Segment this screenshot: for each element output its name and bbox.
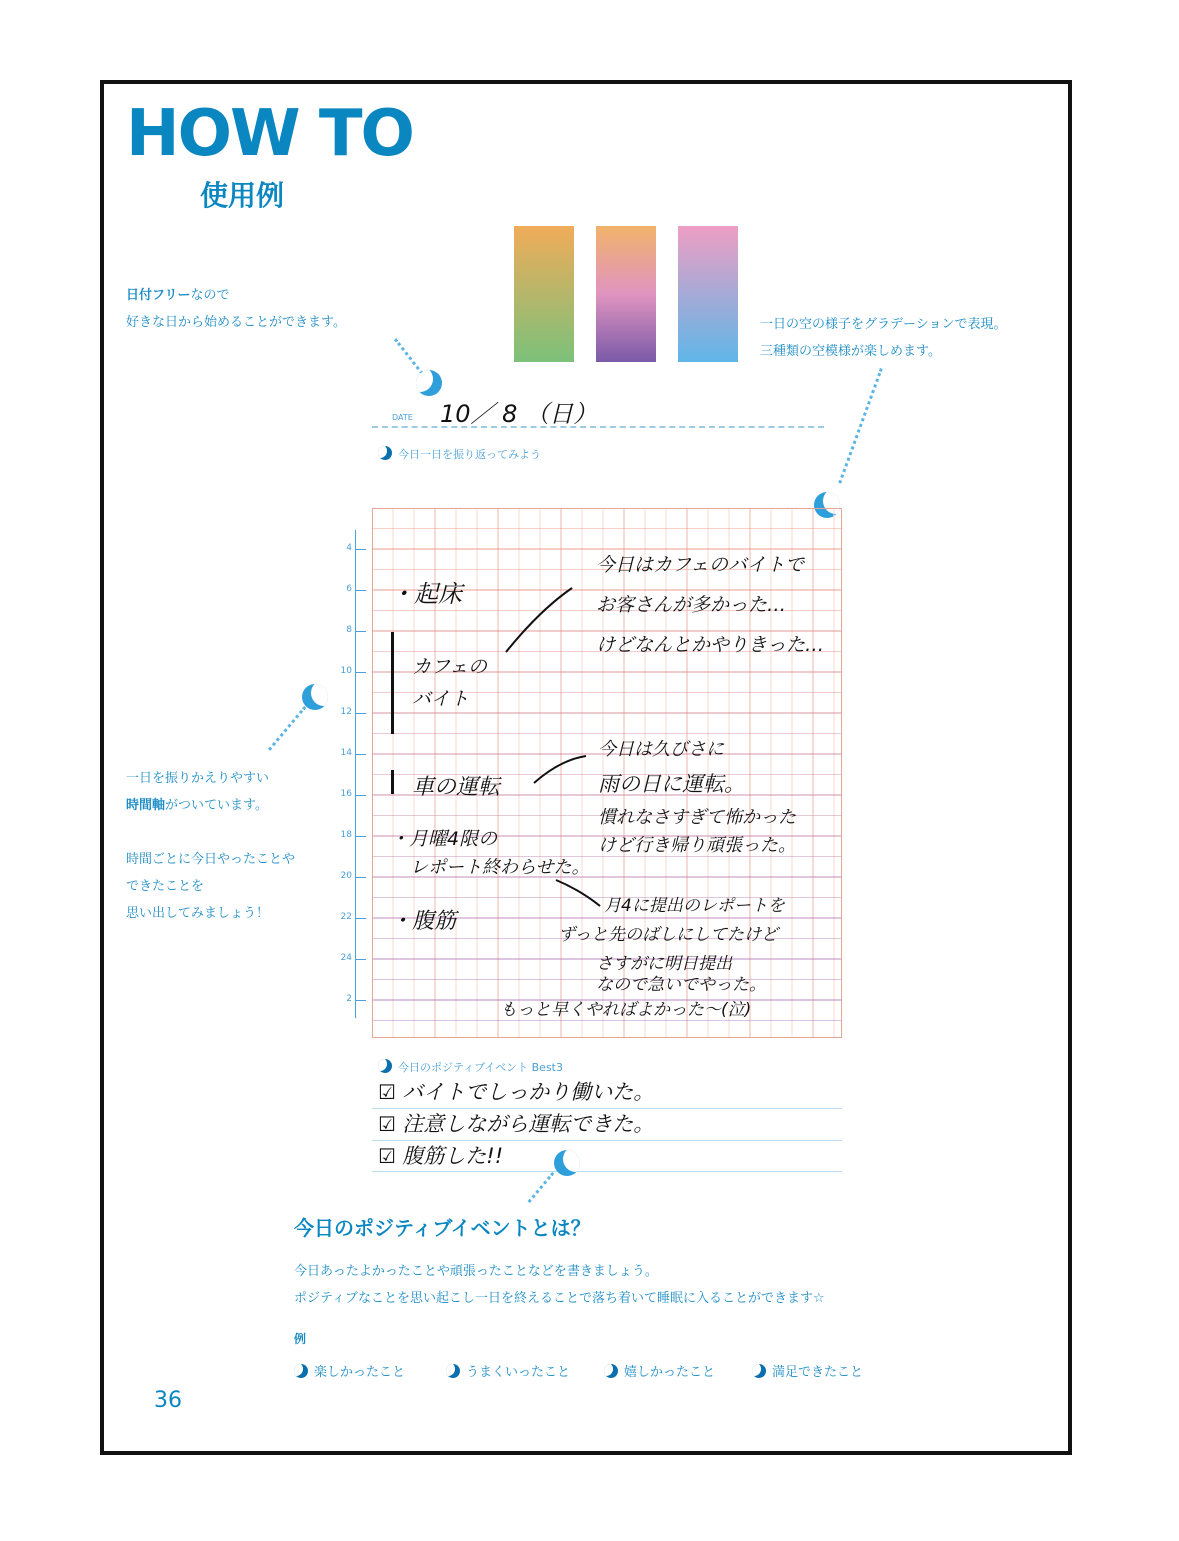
note-timeline bbox=[126, 765, 295, 927]
hour-tick-label: 16 bbox=[340, 789, 352, 799]
hour-tick-label: 22 bbox=[340, 912, 352, 922]
explain-text: 今日あったよかったことや頑張ったことなどを書きましょう。 ポジティブなことを思い起こし一日を終えることで落ち着いて睡眠に入ることができます☆ bbox=[294, 1264, 825, 1306]
reflection-prompt: 今日一日を振り返ってみよう bbox=[378, 446, 541, 462]
example-item: 嬉しかったこと bbox=[604, 1361, 715, 1380]
moon-icon bbox=[554, 1150, 580, 1176]
moon-icon bbox=[752, 1364, 766, 1378]
moon-icon bbox=[446, 1364, 460, 1378]
hour-tick-label: 12 bbox=[340, 707, 352, 717]
checkbox-icon: ☑ bbox=[378, 1144, 403, 1168]
date-underline bbox=[372, 426, 824, 428]
moon-icon bbox=[416, 370, 442, 396]
gradient-swatch-twilight bbox=[678, 226, 738, 362]
positive-event-item: ☑ 腹筋した!! bbox=[378, 1144, 504, 1168]
positive-events-label: 今日のポジティブイベント Best3 bbox=[378, 1059, 563, 1075]
hour-tick bbox=[356, 754, 366, 755]
hour-tick bbox=[356, 877, 366, 878]
hour-tick bbox=[356, 549, 366, 550]
hour-tick bbox=[356, 631, 366, 632]
note-date-free bbox=[126, 282, 346, 336]
note-text: 一日を振りかえりやすい bbox=[126, 771, 270, 786]
checkbox-icon: ☑ bbox=[378, 1080, 403, 1104]
note-text: 好きな日から始めることができます。 bbox=[126, 315, 346, 330]
note-sky bbox=[760, 311, 1006, 365]
hour-tick bbox=[356, 590, 366, 591]
note-bold: 日付フリー bbox=[126, 288, 191, 303]
example-label: 例 bbox=[294, 1332, 307, 1346]
page-number: 36 bbox=[154, 1388, 182, 1413]
page-title: HOW TO bbox=[126, 97, 413, 171]
hour-tick bbox=[356, 795, 366, 796]
example-item: 楽しかったこと bbox=[294, 1361, 405, 1380]
date-value: 10／ 8 （日） bbox=[440, 400, 598, 428]
hour-tick bbox=[356, 836, 366, 837]
note-text: 一日の空の様子をグラデーションで表現。 bbox=[760, 317, 1007, 332]
hour-tick-label: 10 bbox=[340, 666, 352, 676]
note-text: がついています。 bbox=[165, 798, 268, 813]
entry-bar bbox=[391, 770, 394, 794]
checkbox-icon: ☑ bbox=[378, 1112, 403, 1136]
hour-tick-label: 24 bbox=[340, 953, 352, 963]
note-text: 時間ごとに今日やったことや bbox=[126, 852, 296, 867]
entry-abs: ・腹筋 bbox=[390, 909, 457, 934]
moon-icon bbox=[302, 684, 328, 710]
hour-tick bbox=[356, 918, 366, 919]
example-item: 満足できたこと bbox=[752, 1361, 863, 1380]
date-label: DATE bbox=[392, 413, 413, 422]
positive-event-item: ☑ バイトでしっかり働いた。 bbox=[378, 1080, 655, 1104]
entry-wake: ・起床 bbox=[390, 580, 462, 608]
hour-tick bbox=[356, 672, 366, 673]
hour-tick-label: 2 bbox=[346, 994, 352, 1004]
explain-heading: 今日のポジティブイベントとは？ bbox=[294, 1216, 591, 1240]
gradient-swatch-morning bbox=[514, 226, 574, 362]
comment-drive: 今日は久びさに 雨の日に運転。 慣れなさすぎて怖かった けど行き帰り頑張った。 bbox=[598, 739, 796, 856]
moon-icon bbox=[378, 1059, 392, 1073]
note-bold: 時間軸 bbox=[126, 798, 166, 813]
hour-tick-label: 6 bbox=[346, 584, 352, 594]
gradient-swatch-evening bbox=[596, 226, 656, 362]
entry-drive: 車の運転 bbox=[412, 775, 501, 800]
note-text: 思い出してみましょう！ bbox=[126, 906, 270, 921]
hour-tick-label: 14 bbox=[340, 748, 352, 758]
note-text: 三種類の空模様が楽しめます。 bbox=[760, 344, 941, 359]
note-text: なので bbox=[190, 288, 230, 303]
time-axis bbox=[355, 530, 356, 1018]
hour-tick-label: 8 bbox=[346, 625, 352, 635]
entry-cafe: バイト bbox=[412, 688, 470, 710]
hour-tick-label: 4 bbox=[346, 543, 352, 553]
entry-report: ・月曜4限の bbox=[390, 828, 498, 850]
hour-tick-label: 20 bbox=[340, 871, 352, 881]
example-item: うまくいったこと bbox=[446, 1361, 570, 1380]
comment-cafe: 今日はカフェのバイトで お客さんが多かった… けどなんとかやりきった… bbox=[596, 554, 825, 656]
moon-icon bbox=[378, 446, 392, 460]
hour-tick bbox=[356, 1000, 366, 1001]
page-subtitle: 使用例 bbox=[200, 179, 285, 212]
entry-cafe: カフェの bbox=[412, 656, 488, 678]
moon-icon bbox=[604, 1364, 618, 1378]
hour-tick bbox=[356, 959, 366, 960]
entry-report: レポート終わらせた。 bbox=[410, 857, 590, 878]
comment-report: 月4に提出のレポートを ずっと先のばしにしてたけど さすがに明日提出 なので急いでやった。 もっと早くやればよかった〜(泣) bbox=[500, 896, 785, 1020]
note-text: できたことを bbox=[126, 879, 205, 894]
positive-event-item: ☑ 注意しながら運転できた。 bbox=[378, 1112, 655, 1136]
entry-bar bbox=[391, 632, 394, 734]
positive-line bbox=[372, 1171, 842, 1172]
hour-tick bbox=[356, 713, 366, 714]
moon-icon bbox=[294, 1364, 308, 1378]
hour-tick-label: 18 bbox=[340, 830, 352, 840]
